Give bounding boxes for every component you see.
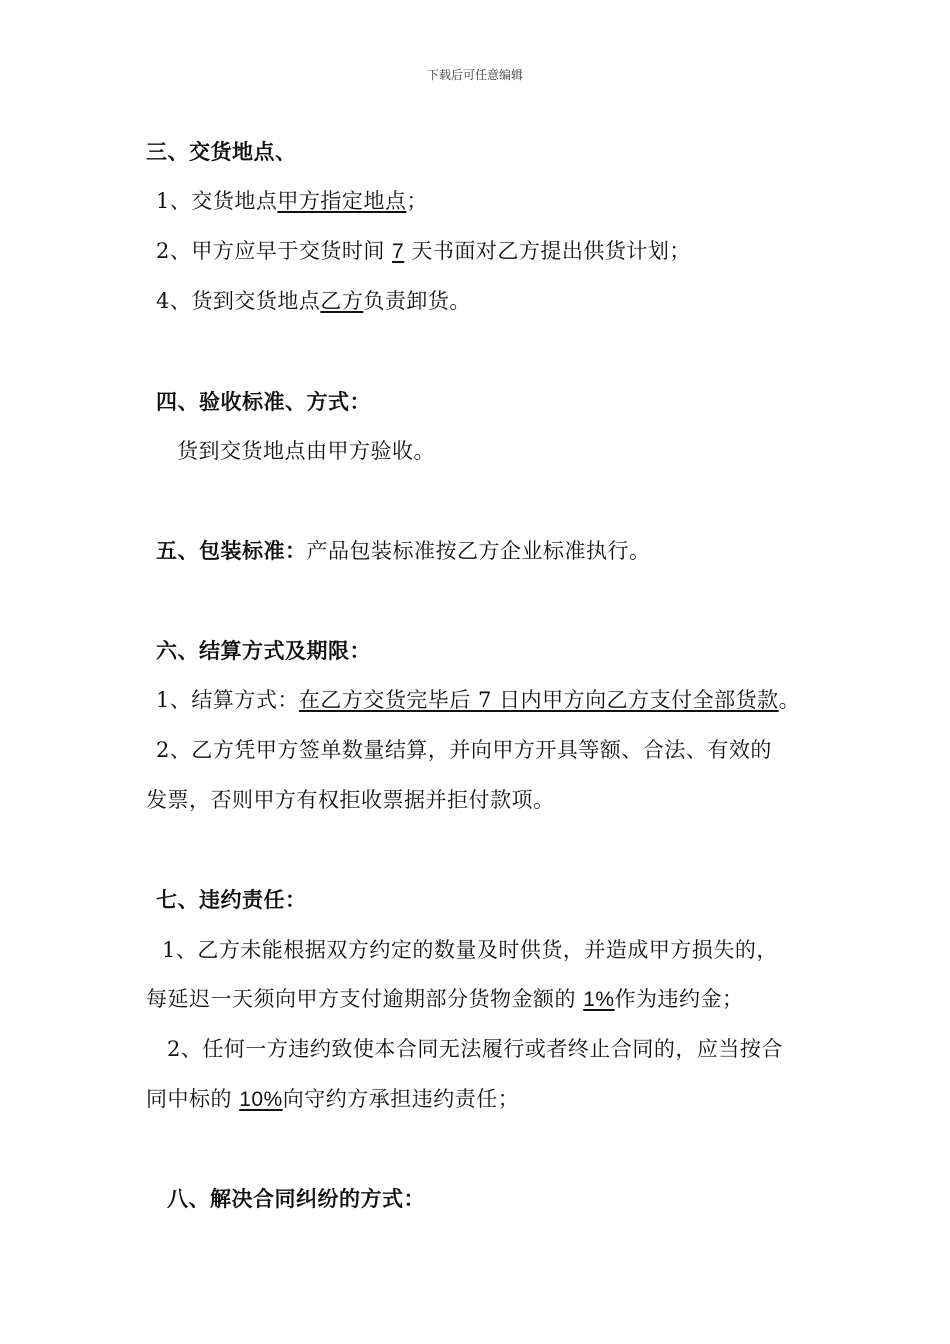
section-3-item-2: [156, 237, 691, 266]
section-5-body: 产品包装标准按乙方企业标准执行。: [306, 539, 651, 563]
section-3-item-2-days: 7: [392, 240, 405, 263]
section-7-item-2-text: 同中标的: [146, 1087, 240, 1111]
section-3-item-4-text: 4、货到交货地点: [156, 289, 321, 313]
section-5-title: 五、包装标准：: [156, 539, 307, 563]
section-6-item-1-end: 。: [778, 688, 801, 712]
section-7-item-1-rate: 1%: [583, 988, 615, 1011]
page-header: 下载后可任意编辑: [426, 68, 523, 82]
section-3-item-4: [156, 287, 471, 315]
section-7-item-2-rate: 10%: [239, 1088, 283, 1111]
section-6-item-1-text: 1、结算方式：: [156, 688, 299, 712]
section-7-item-2-line-2: [146, 1085, 519, 1114]
section-5: [156, 537, 651, 565]
section-7-item-1-line-2: [146, 985, 744, 1014]
section-6-title: 六、结算方式及期限：: [156, 639, 371, 663]
section-3-item-2-end: 天书面对乙方提出供货计划；: [404, 239, 691, 263]
section-3-item-4-party: 乙方: [320, 289, 364, 313]
section-7-item-1-text: 每延迟一天须向甲方支付逾期部分货物金额的: [146, 987, 584, 1011]
section-7-item-2-end: 向守约方承担违约责任；: [282, 1087, 520, 1111]
section-3-item-1: [156, 187, 428, 215]
section-7-item-1-end: 作为违约金；: [614, 987, 744, 1011]
section-8-title: 八、解决合同纠纷的方式：: [167, 1187, 425, 1211]
section-4-body: 货到交货地点由甲方验收。: [177, 439, 435, 463]
section-3-item-1-end: ；: [406, 189, 428, 213]
section-6-item-2-line-2: 发票，否则甲方有权拒收票据并拒付款项。: [146, 788, 555, 812]
section-6-item-1: [156, 686, 800, 714]
section-4-title: 四、验收标准、方式：: [156, 390, 371, 414]
section-6-item-1-terms: 在乙方交货完毕后 7 日内甲方向乙方支付全部货款: [298, 688, 779, 712]
section-3-item-2-text: 2、甲方应早于交货时间: [156, 239, 393, 263]
section-7-item-2-line-1: 2、任何一方违约致使本合同无法履行或者终止合同的，应当按合: [167, 1037, 783, 1061]
section-6-item-2-line-1: 2、乙方凭甲方签单数量结算，并向甲方开具等额、合法、有效的: [156, 738, 772, 762]
section-3-title: 三、交货地点、: [146, 140, 297, 164]
section-3-item-1-underlined: 甲方指定地点: [277, 189, 407, 213]
section-3-item-4-end: 负责卸货。: [363, 289, 471, 313]
section-7-item-1-line-1: 1、乙方未能根据双方约定的数量及时供货，并造成甲方损失的，: [162, 938, 778, 962]
section-3-item-1-text: 1、交货地点: [156, 189, 278, 213]
section-7-title: 七、违约责任：: [156, 888, 307, 912]
